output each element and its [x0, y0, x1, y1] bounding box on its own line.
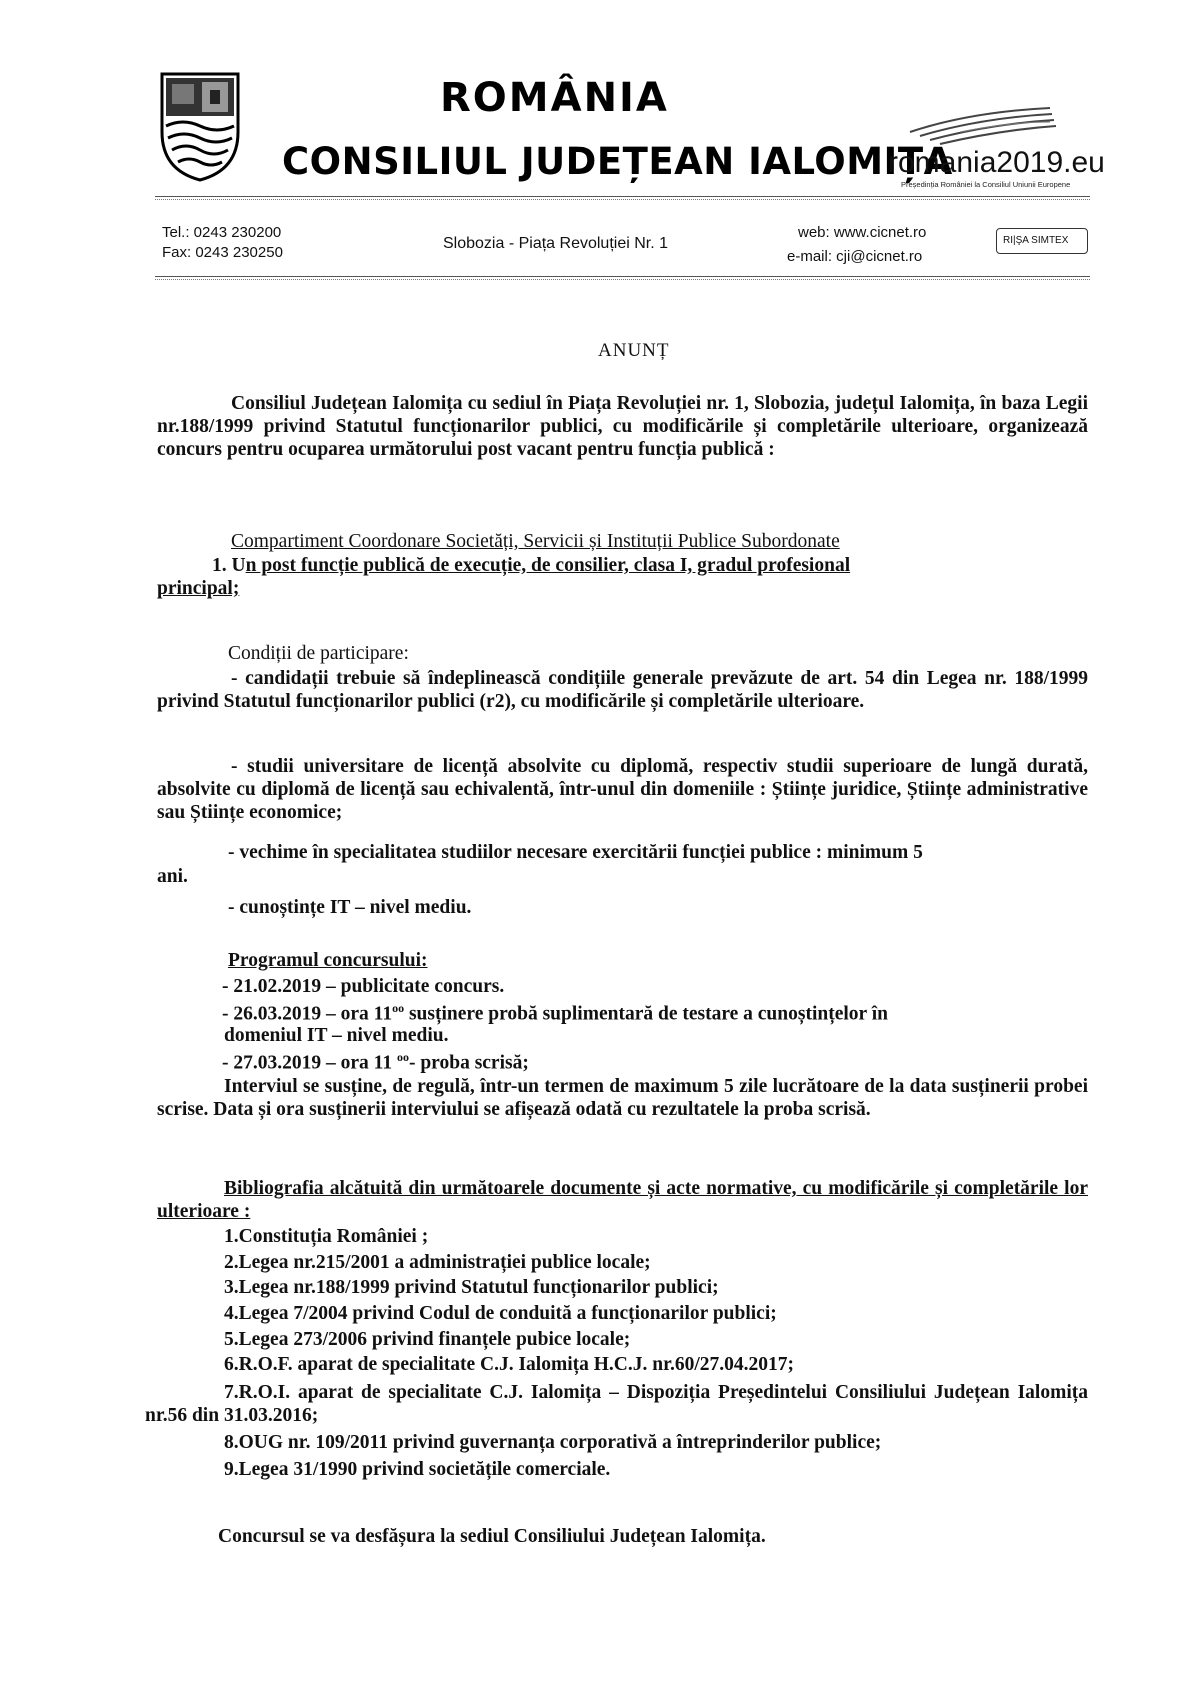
program-item-1: - 21.02.2019 – publicitate concurs. [222, 976, 505, 997]
bibliography-item-6: 6.R.O.F. aparat de specialitate C.J. Ialomița H.C.J. nr.60/27.04.2017; [224, 1354, 794, 1375]
department-heading [231, 531, 840, 553]
program-item-3-end: - proba scrisă; [408, 1052, 529, 1074]
romania2019-logo-text: romania2019.eu [888, 146, 1105, 179]
conditions-title: Condiții de participare: [228, 643, 409, 664]
condition-3-line-1: - vechime în specialitatea studiilor necesare exercitării funcției publice : minimum 5 [228, 842, 923, 863]
program-item-2-sup: oo [392, 1001, 405, 1015]
header-web: web: www.cicnet.ro [798, 224, 927, 241]
country-title: ROMÂNIA [440, 75, 669, 121]
post-line-2: principal; [157, 578, 240, 599]
program-item-3 [222, 1050, 529, 1075]
program-item-2-end: susținere probă suplimentară de testare a cunoștințelor în [404, 1003, 888, 1025]
program-item-3-sup: oo [396, 1050, 409, 1064]
condition-2: - studii universitare de licență absolvite cu diplomă, respectiv studii superioare de lungă durată, absolvite cu diplomă de licență sau echivalentă, într-unul din domeniile : Științe juridice, Științe administrative sau Științe economice; [157, 756, 1088, 823]
program-item-2-cont: domeniul IT – nivel mediu. [224, 1025, 449, 1046]
condition-3-line-2: ani. [157, 866, 188, 887]
condition-4: - cunoștințe IT – nivel mediu. [228, 897, 472, 918]
header-phone: Tel.: 0243 230200 [162, 224, 282, 241]
header-top-rule-2 [155, 199, 1090, 200]
header-email: e-mail: cji@cicnet.ro [787, 248, 923, 265]
bibliography-item-8: 8.OUG nr. 109/2011 privind guvernanța corporativă a întreprinderilor publice; [224, 1432, 882, 1453]
certification-badge [996, 228, 1088, 254]
header-bottom-rule [155, 276, 1090, 277]
header-bottom-rule-2 [155, 279, 1090, 280]
program-item-2-start: - 26.03.2019 – ora 11 [222, 1003, 393, 1025]
certification-text: RI|ŞA SIMTEX [1003, 235, 1069, 246]
post-prefix: 1. U [212, 555, 246, 576]
header-address: Slobozia - Piața Revoluției Nr. 1 [443, 235, 668, 252]
program-item-3-start: - 27.03.2019 – ora 11 [222, 1052, 397, 1074]
header-top-rule [155, 196, 1090, 197]
bibliography-item-2: 2.Legea nr.215/2001 a administrației publice locale; [224, 1252, 651, 1273]
romania2019-caption: Președinția României la Consiliul Uniunii Europene [901, 180, 1071, 189]
closing-sentence: Concursul se va desfășura la sediul Consiliului Județean Ialomița. [218, 1526, 766, 1547]
bibliography-item-1: 1.Constituția României ; [224, 1226, 429, 1247]
interview-paragraph: Interviul se susține, de regulă, într-un termen de maximum 5 zile lucrătoare de la data susținerii probei scrise. Data și ora susținerii interviului se afișează odată cu rezultatele la proba scrisă. [157, 1076, 1088, 1120]
bibliography-item-4: 4.Legea 7/2004 privind Codul de conduită a funcționarilor publici; [224, 1303, 777, 1324]
bibliography-item-9: 9.Legea 31/1990 privind societățile comerciale. [224, 1459, 611, 1480]
bibliography-item-5: 5.Legea 273/2006 privind finanțele pubice locale; [224, 1329, 631, 1350]
county-coat-of-arms [158, 70, 242, 182]
post-line-1 [212, 555, 850, 577]
bibliography-item-7: 7.R.O.I. aparat de specialitate C.J. Ialomița – Dispoziția Președintelui Consiliului Județean Ialomița nr.56 din 31.03.2016; [145, 1382, 1088, 1426]
program-item-2 [222, 1001, 888, 1026]
program-title: Programul concursului: [228, 950, 428, 971]
bibliography-item-3: 3.Legea nr.188/1999 privind Statutul funcționarilor publici; [224, 1277, 719, 1298]
intro-paragraph: Consiliul Județean Ialomița cu sediul în Piața Revoluției nr. 1, Slobozia, județul Ialomița, în baza Legii nr.188/1999 privind Statutul funcționarilor publici, cu modificările și completările ulterioare, organizează concurs pentru ocuparea următorului post vacant pentru funcția publică : [157, 393, 1088, 460]
header-fax: Fax: 0243 230250 [162, 244, 283, 261]
announcement-title: ANUNȚ [598, 340, 670, 361]
institution-title: CONSILIUL JUDEȚEAN IALOMIȚA [282, 140, 953, 183]
department-text: Compartiment Coordonare Societăți, Servicii și Instituții Publice Subordonate [231, 531, 840, 552]
post-text: n post funcție publică de execuție, de consilier, clasa I, gradul profesional [245, 555, 851, 576]
bibliography-title: Bibliografia alcătuită din următoarele documente și acte normative, cu modificările și completările lor ulterioare : [157, 1178, 1088, 1222]
condition-1: - candidații trebuie să îndeplinească condițiile generale prevăzute de art. 54 din Legea nr. 188/1999 privind Statutul funcționarilor publici (r2), cu modificările și completările ulterioare. [157, 668, 1088, 712]
eu-presidency-logo-icon [900, 102, 1060, 150]
